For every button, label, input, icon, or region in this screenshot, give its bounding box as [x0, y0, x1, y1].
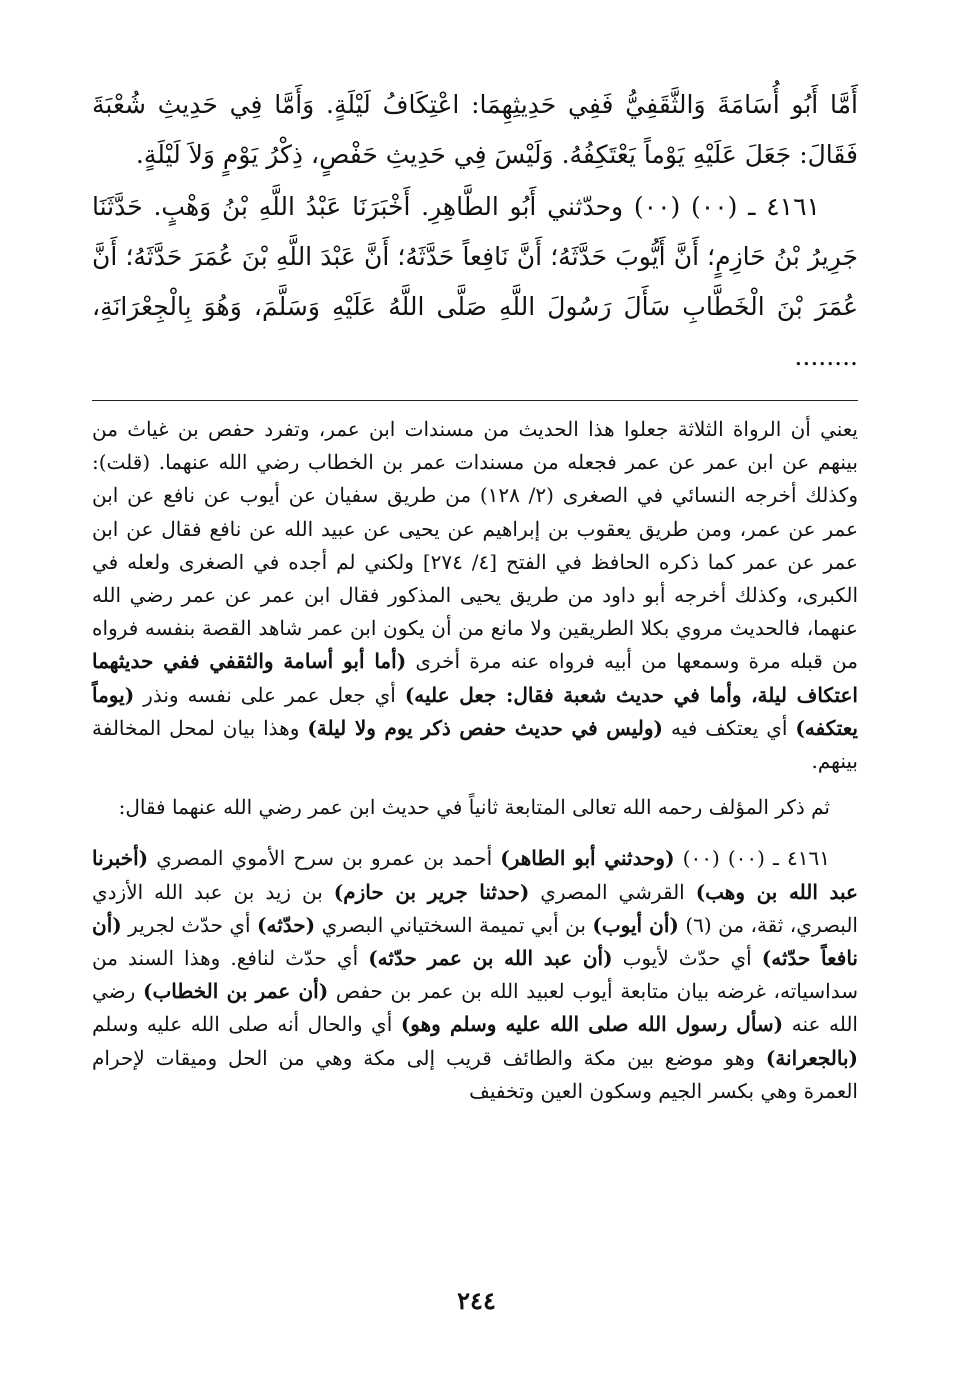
text-segment: يعني أن الرواة الثلاثة جعلوا هذا الحديث من مسندات ابن عمر، وتفرد حفص بن غياث من بينهم عن ابن عمر عن عمر فجعله من مسندات عمر بن الخطاب رضي الله عنهما. (قلت): وكذلك أخرجه النسائي في الصغرى (٢/ ١٢٨) من طريق سفيان عن أيوب عن نافع عن ابن عمر عن عمر، ومن طريق يعقوب بن إبراهيم عن يحيى عن عبيد الله عن نافع فقال عن ابن عمر عن عمر كما ذكره الحافظ في الفتح [٤/ ٢٧٤] ولكني لم أجده في الصغرى ولعله في الكبرى، وكذلك أخرجه أبو داود من طريق يحيى المذكور فقال ابن عمر عن عمر رضي الله عنهما، فالحديث مروي بكلا الطريقين ولا مانع من أن يكون ابن عمر شاهد القصة بنفسه فرواه من قبله مرة وسمعها من أبيه فرواه عنه مرة أخرى	[92, 417, 858, 674]
text-segment: بن زيد بن عبد الله الأزدي البصري، ثقة، من (٦)	[92, 879, 858, 937]
hadith-main-text	[92, 80, 858, 382]
bold-segment: (أن نافعاً حدّثه)	[92, 912, 858, 971]
text-segment: وهذا بيان لمحل المخالفة بينهم.	[92, 715, 858, 774]
commentary-paragraph-1	[92, 413, 858, 778]
bold-segment: (أن عمر بن الخطاب)	[142, 979, 329, 1004]
bold-segment: (أن عبد الله بن عمر حدّثه)	[368, 946, 613, 971]
bold-segment: (أما أبو أسامة والثقفي ففي حديثهما اعتكاف ليلة، وأما في حديث شعبة فقال: جعل عليه)	[92, 649, 858, 707]
bold-segment: (حدّثه)	[257, 912, 316, 937]
text-segment: أحمد بن عمرو بن سرح الأموي المصري	[148, 846, 501, 871]
text-segment: أي حدّث لنافع. وهذا السند من سداسياته، غرضه بيان متابعة أيوب لعبيد الله بن عمر بن حفص	[92, 946, 858, 1004]
footnote-separator	[92, 400, 858, 401]
bold-segment: (أن أيوب)	[592, 912, 679, 937]
bold-segment: (يوماً يعتكفه)	[92, 682, 858, 740]
text-segment: ٤١٦١ ـ (٠٠) (٠٠)	[674, 846, 830, 871]
text-segment: وهو موضع بين مكة والطائف قريب إلى مكة وهي من الحل وميقات لإحرام العمرة وهي بكسر الجيم وسكون العين وتخفيف	[92, 1045, 858, 1103]
page-number: ٢٤٤	[457, 1286, 496, 1315]
bold-segment: (بالجعرانة)	[765, 1045, 858, 1070]
commentary-paragraph-3	[92, 842, 858, 1108]
text-segment: أي حدّث لأيوب	[612, 946, 762, 971]
text-segment: أي والحال أنه صلى الله عليه وسلم	[92, 1012, 401, 1037]
text-segment: أي يعتكف فيه	[663, 715, 796, 740]
commentary-paragraph-2: ثم ذكر المؤلف رحمه الله تعالى المتابعة ثانياً في حديث ابن عمر رضي الله عنهما فقال:	[118, 795, 830, 820]
text-segment: أي جعل عمر على نفسه ونذر	[134, 682, 405, 707]
hadith-paragraph-1: أَمَّا أَبُو أُسَامَةَ وَالثَّقَفِيُّ فَفِي حَدِيثِهِمَا: اعْتِكَافُ لَيْلَةٍ. وَأَمَّا فِي حَدِيثِ شُعْبَةَ فَقَالَ: جَعَلَ عَلَيْهِ يَوْماً يَعْتَكِفُهُ. وَلَيْسَ فِي حَدِيثِ حَفْصٍ، ذِكْرُ يَوْمٍ وَلاَ لَيْلَةٍ.	[92, 90, 858, 169]
text-segment: بن أبي تميمة السختياني البصري	[315, 912, 593, 937]
bold-segment: (حدثنا جرير بن حازم)	[333, 879, 530, 904]
hadith-paragraph-2: ٤١٦١ ـ (٠٠) (٠٠) وحدّثني أَبُو الطَّاهِرِ. أَخْبَرَنَا عَبْدُ اللَّهِ بْنُ وَهْبٍ. حَدَّثَنَا جَرِيرُ بْنُ حَازِمٍ؛ أَنَّ أَيُّوبَ حَدَّثَهُ؛ أَنَّ نَافِعاً حَدَّثَهُ؛ أَنَّ عَبْدَ اللَّهِ بْنَ عُمَرَ حَدَّثَهُ؛ أَنَّ عُمَرَ بْنَ الْخَطَّابِ سَأَلَ رَسُولَ اللَّهِ صَلَّى اللَّهُ عَلَيْهِ وَسَلَّمَ، وَهُوَ بِالْجِعْرَانَةِ، ........	[92, 192, 858, 371]
bold-segment: (سأل رسول الله صلى الله عليه وسلم وهو)	[400, 1012, 784, 1037]
text-segment: أي حدّث لجرير	[121, 912, 258, 937]
bold-segment: (أخبرنا عبد الله بن وهب)	[92, 846, 858, 904]
bold-segment: (وليس في حديث حفص ذكر يوم ولا ليلة)	[307, 715, 664, 740]
bold-segment: (وحدثني أبو الطاهر)	[500, 846, 675, 871]
text-segment: رضي الله عنه	[92, 979, 858, 1037]
commentary-section	[92, 413, 858, 1108]
text-segment: القرشي المصري	[529, 879, 696, 904]
